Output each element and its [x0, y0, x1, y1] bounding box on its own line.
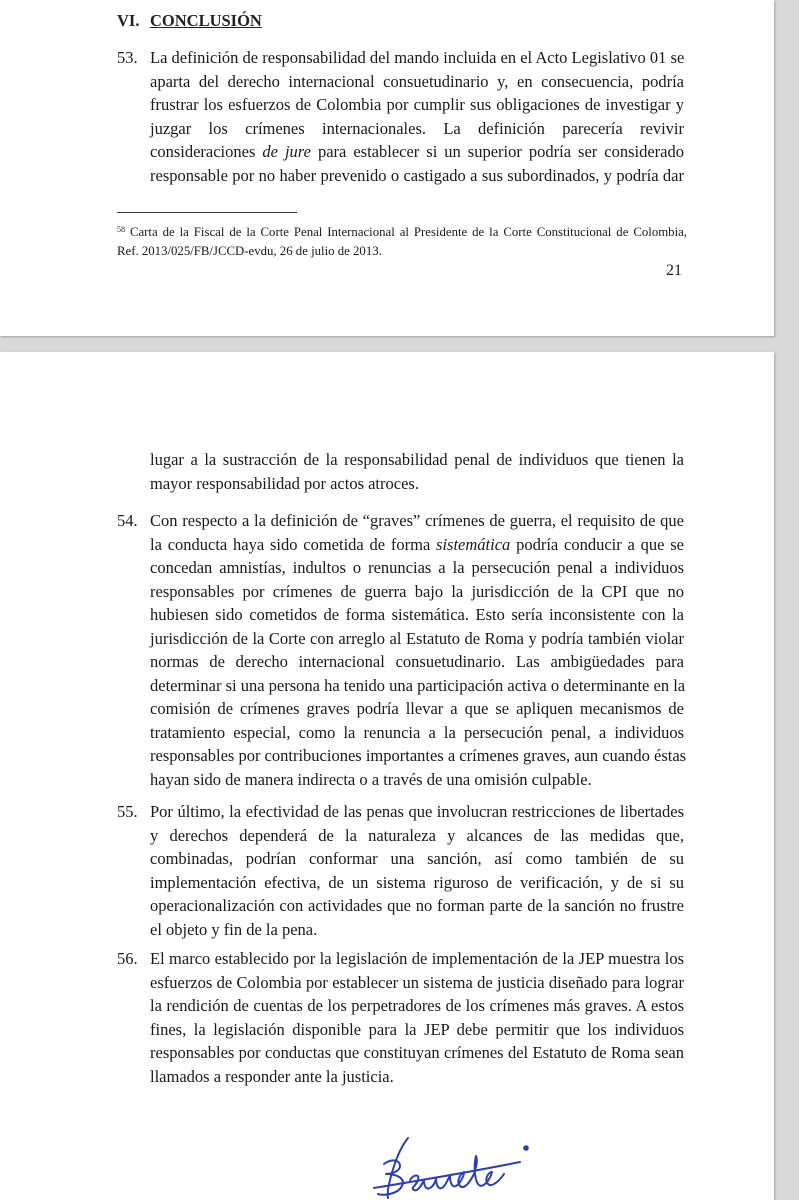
- document-page-22: [0, 352, 774, 1200]
- paragraph-line: y derechos dependerá de la naturaleza y alcances de las medidas que,: [150, 825, 684, 845]
- text-run: la conducta haya sido cometida de forma: [150, 534, 437, 554]
- paragraph-line: implementación efectiva, de un sistema riguroso de verificación, y de si su: [150, 872, 684, 892]
- paragraph-line: la rendición de cuentas de los perpetradores de los crímenes más graves. A estos: [150, 996, 684, 1015]
- paragraph-53: [150, 46, 684, 187]
- italic-text: de jure: [262, 142, 311, 161]
- footnote-text: Carta de la Fiscal de la Corte Penal Internacional al Presidente de la Corte Constitucional de Colombia,: [129, 225, 688, 239]
- paragraph-line: normas de derecho internacional consuetudinario. Las ambigüedades para: [150, 652, 684, 671]
- paragraph-line: combinadas, podrían conformar una sanción, así como también de su: [150, 849, 684, 868]
- paragraph-line: El marco establecido por la legislación de implementación de la JEP muestra los: [150, 949, 684, 968]
- paragraph-line: Con respecto a la definición de “graves” crímenes de guerra, el requisito de que: [150, 511, 684, 530]
- footnote-separator: [117, 212, 297, 213]
- paragraph-line: determinar si una persona ha tenido una participación activa o determinante en la: [150, 675, 686, 695]
- footnote-58: [117, 220, 687, 261]
- paragraph-56: [150, 947, 684, 1088]
- paragraph-line: comisión de crímenes graves podría llevar a que se apliquen mecanismos de: [150, 699, 684, 718]
- paragraph-line: responsable por no haber prevenido o castigado a sus subordinados, y podría dar: [150, 165, 684, 185]
- paragraph-line: responsables por conductas que constituyan crímenes del Estatuto de Roma sean: [150, 1043, 684, 1062]
- footnote-line: [117, 220, 687, 242]
- section-heading: [117, 11, 262, 31]
- footnote-line: Ref. 2013/025/FB/JCCD-evdu, 26 de julio de 2013.: [117, 244, 382, 258]
- paragraph-line: operacionalización con actividades que no forman parte de la sanción no frustre: [150, 896, 684, 915]
- paragraph-line: juzgar los crímenes internacionales. La definición parecería revivir: [150, 118, 684, 138]
- paragraph-line: aparta del derecho internacional consuetudinario y, en consecuencia, podría: [150, 71, 684, 91]
- paragraph-line: esfuerzos de Colombia por establecer un sistema de justicia diseñado para lograr: [150, 972, 684, 992]
- paragraph-number-55: 55.: [117, 802, 138, 821]
- section-title: CONCLUSIÓN: [150, 11, 262, 30]
- paragraph-line: concedan amnistías, indultos o renuncias a la persecución penal a individuos: [150, 558, 684, 577]
- paragraph-53-continuation: [150, 448, 684, 495]
- paragraph-line: hayan sido de manera indirecta o a través de una omisión culpable.: [150, 769, 592, 789]
- paragraph-55: [150, 800, 684, 941]
- paragraph-line: lugar a la sustracción de la responsabilidad penal de individuos que tienen la: [150, 450, 684, 469]
- paragraph-line: La definición de responsabilidad del mando incluida en el Acto Legislativo 01 se: [150, 48, 685, 67]
- paragraph-54: [150, 509, 687, 791]
- paragraph-line: llamados a responder ante la justicia.: [150, 1066, 394, 1086]
- paragraph-line: frustrar los esfuerzos de Colombia por cumplir sus obligaciones de investigar y: [150, 95, 684, 114]
- paragraph-line: fines, la legislación disponible para la JEP debe permitir que los individuos: [150, 1019, 684, 1039]
- paragraph-line: hubiesen sido cometidos de forma sistemática. Esto sería inconsistente con la: [150, 605, 684, 624]
- paragraph-line: responsables por crímenes de guerra bajo la jurisdicción de la CPI que no: [150, 581, 684, 601]
- paragraph-line: mayor responsabilidad por actos atroces.: [150, 473, 419, 493]
- paragraph-line: tratamiento especial, como la renuncia a la persecución penal, a individuos: [150, 722, 684, 742]
- section-number: VI.: [117, 11, 140, 30]
- paragraph-number-56: 56.: [117, 949, 138, 968]
- text-run: para establecer si un superior podría ser considerado: [310, 142, 685, 161]
- paragraph-line: Por último, la efectividad de las penas que involucran restricciones de libertades: [150, 802, 684, 821]
- page-number: 21: [666, 262, 682, 279]
- footnote-marker: 58: [117, 225, 125, 234]
- paragraph-number-53: 53.: [117, 48, 138, 67]
- paragraph-line: responsables por contribuciones importantes a crímenes graves, aun cuando éstas: [150, 746, 687, 765]
- text-run: consideraciones: [150, 142, 263, 161]
- italic-text: sistemática: [436, 534, 511, 554]
- paragraph-line: jurisdicción de la Corte con arreglo al Estatuto de Roma y podría también violar: [150, 628, 684, 648]
- paragraph-line-with-italic: [150, 140, 684, 164]
- paragraph-number-54: 54.: [117, 511, 138, 530]
- paragraph-line: el objeto y fin de la pena.: [150, 919, 318, 939]
- document-page-21: [0, 0, 774, 336]
- paragraph-line-with-italic: [150, 533, 684, 557]
- text-run: podría conducir a que se: [510, 534, 684, 554]
- handwritten-signature: [370, 1134, 540, 1200]
